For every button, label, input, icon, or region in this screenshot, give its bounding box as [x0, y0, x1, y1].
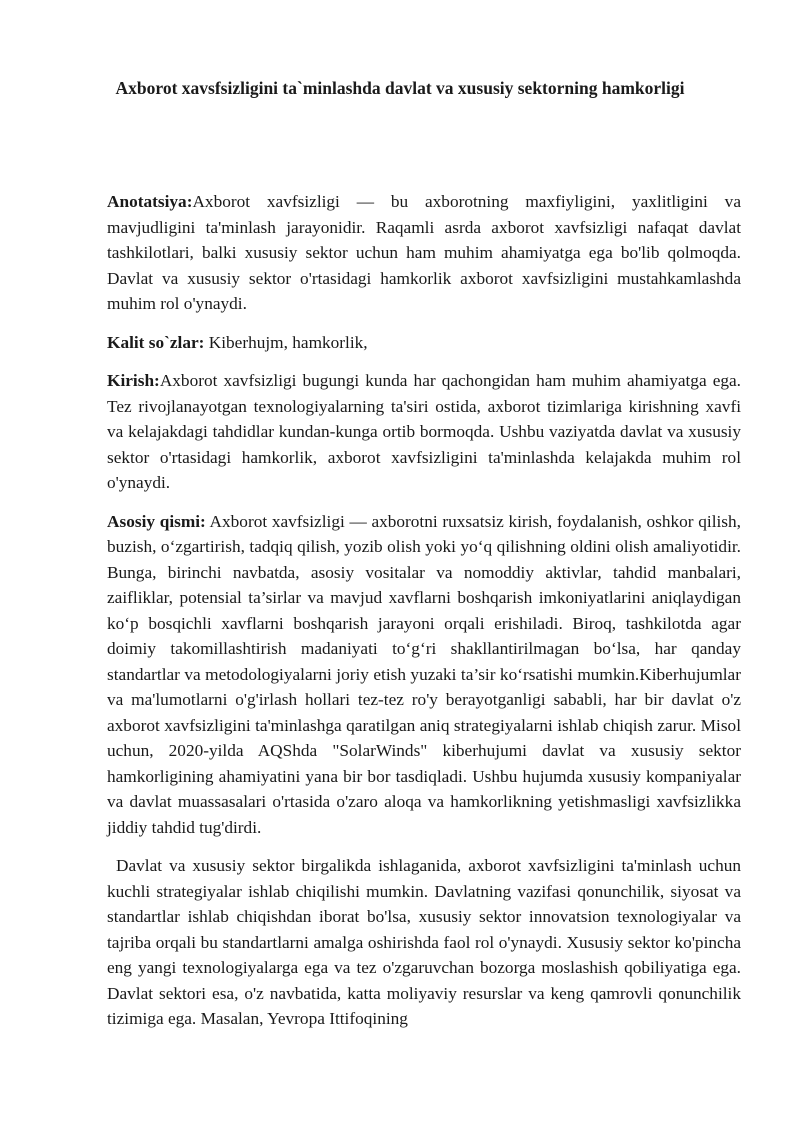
main-text: Axborot xavfsizligi — axborotni ruxsatsiz kirish, foydalanish, oshkor qilish, buzish, o‘zgartirish, tadqiq qilish, yozib olish yoki yo‘q qilishning oldini olish amaliyotidir. Bunga, birinchi navbatda, asosiy vositalar va nomoddiy aktivlar, tahdid manbalari, zaifliklar, potensial ta’sirlar va mavjud xavflarni boshqarish imkoniyatlarini aniqlaydigan ko‘p bosqichli xavflarni boshqarish jarayoni orqali erishiladi. Biroq, tashkilotda agar doimiy takomillashtirish madaniyati to‘g‘ri shakllantirilmagan bo‘lsa, har qanday standartlar va metodologiyalarni joriy etish yuzaki ta’sir ko‘rsatishi mumkin.Kiberhujumlar va ma'lumotlarni o'g'irlash hollari tez-tez ro'y berayotganligi sababli, har bir davlat o'z axborot xavfsizligini ta'minlashga qaratilgan aniq strategiyalarni ishlab chiqish zarur. Misol uchun, 2020-yilda AQShda "SolarWinds" kiberhujumi davlat va xususiy sektor hamkorligining ahamiyatini yana bir bor tasdiqladi. Ushbu hujumda xususiy kompaniyalar va davlat muassasalari o'rtasida o'zaro aloqa va hamkorlikning yetishmasligi xavfsizlikka jiddiy tahdid tug'dirdi. — [107, 511, 741, 837]
keywords-paragraph — [107, 330, 741, 356]
introduction-label: Kirish: — [107, 371, 160, 390]
document-body — [107, 189, 741, 1045]
annotation-text: Axborot xavfsizligi — bu axborotning maxfiyligini, yaxlitligini va mavjudligini ta'minlash jarayonidir. Raqamli asrda axborot xavfsizligi nafaqat davlat tashkilotlari, balki xususiy sektor uchun ham muhim ahamiyatga ega bo'lib qolmoqda. Davlat va xususiy sektor o'rtasidagi hamkorlik axborot xavfsizligini mustahkamlashda muhim rol o'ynaydi. — [107, 192, 741, 313]
keywords-text: Kiberhujm, hamkorlik, — [204, 332, 368, 352]
annotation-paragraph — [107, 189, 741, 317]
keywords-label: Kalit so`zlar: — [107, 332, 205, 352]
introduction-text: Axborot xavfsizligi bugungi kunda har qachongidan ham muhim ahamiyatga ega. Tez rivojlanayotgan texnologiyalarning ta'siri ostida, axborot tizimlariga kirishning xavfi va kelajakdagi tahdidlar kundan-kunga ortib bormoqda. Ushbu vaziyatda davlat va xususiy sektor o'rtasidagi hamkorlik, axborot xavfsizligini ta'minlashda kelajakda muhim rol o'ynaydi. — [107, 371, 741, 492]
introduction-paragraph — [107, 368, 741, 496]
body-paragraph-2: Davlat va xususiy sektor birgalikda ishlaganida, axborot xavfsizligini ta'minlash uchun kuchli strategiyalar ishlab chiqilishi mumkin. Davlatning vazifasi qonunchilik, siyosat va standartlar ishlab chiqishdan iborat bo'lsa, xususiy sektor innovatsion texnologiyalar va tajriba orqali bu standartlarni amalga oshirishda faol rol o'ynaydi. Xususiy sektor ko'pincha eng yangi texnologiyalarga ega va tez o'zgaruvchan bozorga moslashish qobiliyatiga ega. Davlat sektori esa, o'z navbatida, katta moliyaviy resurslar va keng qamrovli qonunchilik tizimiga ega. Masalan, Yevropa Ittifoqining — [107, 856, 741, 1028]
main-label: Asosiy qismi: — [107, 511, 206, 531]
document-title: Axborot xavsfsizligini ta`minlashda davlat va xususiy sektorning hamkorligi — [115, 78, 685, 98]
main-paragraph — [107, 509, 741, 841]
annotation-label: Anotatsiya: — [107, 192, 193, 211]
